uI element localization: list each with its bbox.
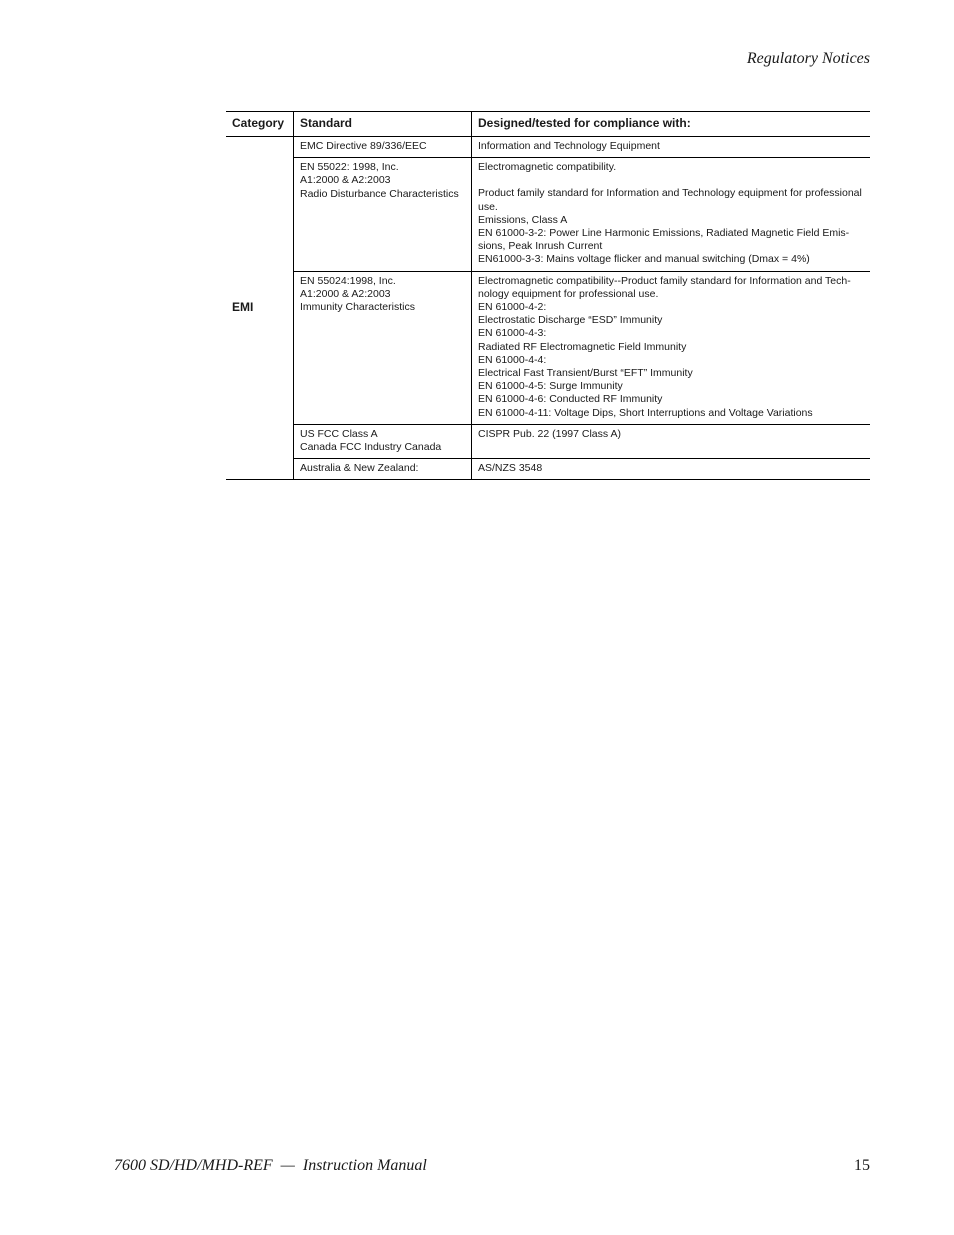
compliance-line: EN 61000-3-2: Power Line Harmonic Emissions, Radiated Magnetic Field Emis- — [478, 227, 850, 240]
table-row — [226, 424, 870, 458]
compliance-line: EN 61000-4-4: — [478, 353, 547, 366]
standard-cell — [294, 137, 472, 158]
standard-line: US FCC Class A — [300, 427, 378, 440]
compliance-cell — [472, 271, 871, 424]
compliance-line: AS/NZS 3548 — [478, 462, 543, 475]
compliance-cell — [472, 137, 871, 158]
compliance-line: Electromagnetic compatibility. — [478, 161, 617, 174]
category-cell: EMI — [226, 137, 294, 480]
compliance-line: use. — [478, 200, 498, 213]
standard-line: Australia & New Zealand: — [300, 462, 419, 475]
standard-line: Canada FCC Industry Canada — [300, 441, 442, 454]
standard-cell — [294, 459, 472, 480]
compliance-line: Radiated RF Electromagnetic Field Immunity — [478, 340, 687, 353]
standard-line: EMC Directive 89/336/EEC — [300, 140, 427, 152]
compliance-line: EN 61000-4-5: Surge Immunity — [478, 380, 623, 393]
table-row — [226, 137, 870, 158]
header-standard: Standard — [294, 112, 472, 137]
compliance-line: CISPR Pub. 22 (1997 Class A) — [478, 427, 621, 440]
standard-cell — [294, 424, 472, 458]
table-row — [226, 158, 870, 271]
standard-line: A1:2000 & A2:2003 — [300, 287, 391, 300]
compliance-line: Electrostatic Discharge “ESD” Immunity — [478, 314, 663, 327]
running-head-title: Regulatory Notices — [746, 50, 870, 67]
footer-manual-name: 7600 SD/HD/MHD-REF — [114, 1157, 273, 1174]
compliance-line: EN61000-3-3: Mains voltage flicker and manual switching (Dmax = 4%) — [478, 253, 810, 266]
page-number: 15 — [854, 1157, 870, 1174]
compliance-line: EN 61000-4-2: — [478, 301, 547, 314]
compliance-cell — [472, 424, 871, 458]
footer-separator: — — [280, 1157, 295, 1174]
table-row — [226, 459, 870, 480]
footer-manual-title — [114, 1157, 427, 1175]
table-header-row — [226, 112, 870, 137]
standard-line: EN 55022: 1998, Inc. — [300, 161, 399, 174]
compliance-line: Emissions, Class A — [478, 213, 568, 226]
compliance-line: EN 61000-4-6: Conducted RF Immunity — [478, 393, 663, 406]
footer-manual-type: Instruction Manual — [302, 1157, 427, 1174]
compliance-cell — [472, 459, 871, 480]
standard-line: Radio Disturbance Characteristics — [300, 187, 459, 200]
compliance-line: Product family standard for Information and Technology equipment for professional — [478, 187, 862, 200]
compliance-line: EN 61000-4-3: — [478, 327, 547, 340]
compliance-line: Electromagnetic compatibility--Product family standard for Information and Tech- — [478, 274, 851, 287]
standard-line: Immunity Characteristics — [300, 301, 415, 314]
compliance-line: Information and Technology Equipment — [478, 140, 660, 152]
standard-cell — [294, 158, 472, 271]
compliance-line: EN 61000-4-11: Voltage Dips, Short Interruptions and Voltage Variations — [478, 406, 813, 419]
standard-line: A1:2000 & A2:2003 — [300, 174, 391, 187]
header-category: Category — [226, 112, 294, 137]
compliance-cell — [472, 158, 871, 271]
table-row — [226, 271, 870, 424]
standard-cell — [294, 271, 472, 424]
regulatory-standards-table — [226, 111, 870, 480]
paragraph-gap — [478, 174, 864, 187]
header-compliance: Designed/tested for compliance with: — [472, 112, 871, 137]
compliance-line: Electrical Fast Transient/Burst “EFT” Immunity — [478, 367, 693, 380]
compliance-line: sions, Peak Inrush Current — [478, 240, 603, 253]
compliance-line: nology equipment for professional use. — [478, 287, 659, 300]
standard-line: EN 55024:1998, Inc. — [300, 274, 396, 287]
